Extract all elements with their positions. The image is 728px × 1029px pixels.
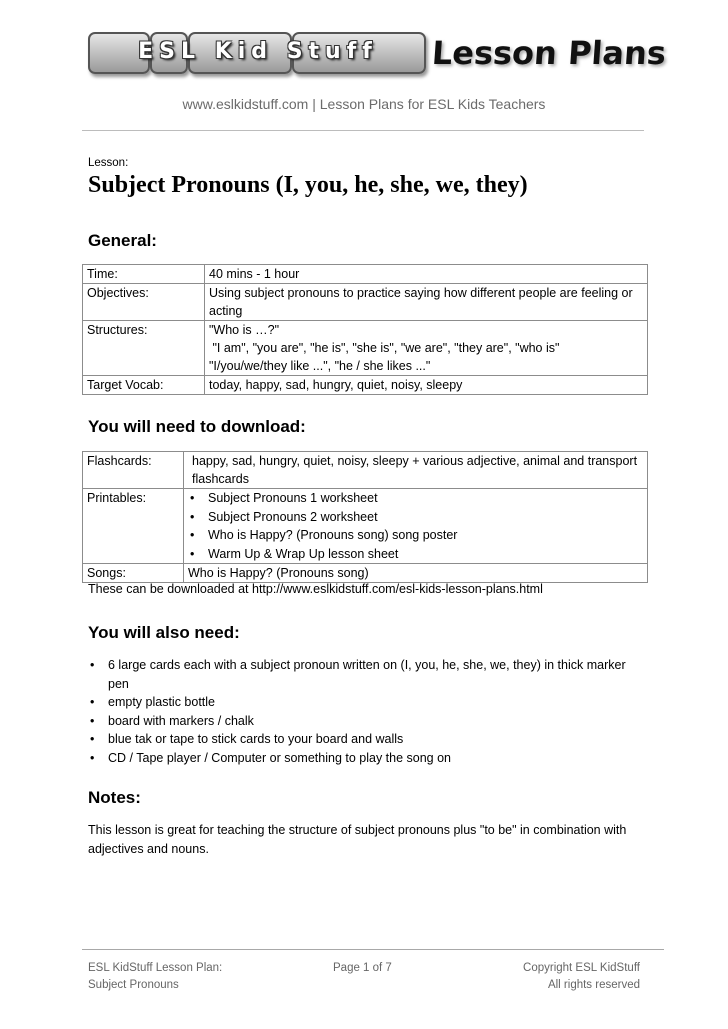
table-row — [83, 321, 648, 376]
general-label: Objectives: — [83, 284, 205, 321]
list-item: • 6 large cards each with a subject pronoun written on (I, you, he, she, we, they) in thick marker pen — [88, 656, 648, 693]
download-note: These can be downloaded at http://www.eslkidstuff.com/esl-kids-lesson-plans.html — [88, 582, 543, 596]
table-row — [83, 564, 648, 583]
printables-list — [188, 489, 643, 563]
footer-divider — [82, 949, 664, 950]
list-item: • Who is Happy? (Pronouns song) song poster — [188, 526, 643, 545]
notes-text: This lesson is great for teaching the structure of subject pronouns plus "to be" in combination with adjectives and nouns. — [88, 823, 627, 856]
general-value — [205, 321, 648, 376]
also-need-list — [88, 656, 648, 767]
list-item: • Subject Pronouns 1 worksheet — [188, 489, 643, 508]
logo-left-text: ESL Kid Stuff — [138, 38, 378, 64]
general-value: today, happy, sad, hungry, quiet, noisy, sleepy — [205, 376, 648, 395]
list-item: • board with markers / chalk — [88, 712, 648, 731]
download-label: Printables: — [83, 489, 184, 564]
general-label: Structures: — [83, 321, 205, 376]
footer-left-line: ESL KidStuff Lesson Plan: — [88, 962, 223, 974]
lesson-label: Lesson: — [88, 157, 129, 169]
general-label: Target Vocab: — [83, 376, 205, 395]
download-heading: You will need to download: — [88, 417, 306, 436]
table-row — [83, 284, 648, 321]
list-item: • Warm Up & Wrap Up lesson sheet — [188, 545, 643, 564]
also-need-heading: You will also need: — [88, 623, 240, 642]
footer-left-line: Subject Pronouns — [88, 979, 179, 991]
list-item: • CD / Tape player / Computer or something to play the song on — [88, 749, 648, 768]
site-line: www.eslkidstuff.com | Lesson Plans for ESL Kids Teachers — [182, 96, 546, 112]
table-row — [83, 265, 648, 284]
structure-line: "I/you/we/they like ...", "he / she likes ..." — [209, 359, 431, 373]
download-value: Who is Happy? (Pronouns song) — [184, 564, 648, 583]
general-heading: General: — [88, 231, 157, 250]
download-label: Songs: — [83, 564, 184, 583]
general-value: 40 mins - 1 hour — [205, 265, 648, 284]
download-table — [82, 451, 648, 583]
list-item: • Subject Pronouns 2 worksheet — [188, 508, 643, 527]
table-row — [83, 452, 648, 489]
list-item: • blue tak or tape to stick cards to your board and walls — [88, 730, 648, 749]
download-label: Flashcards: — [83, 452, 184, 489]
logo — [88, 30, 668, 86]
footer-right-line: Copyright ESL KidStuff — [523, 962, 640, 974]
page-title: Subject Pronouns (I, you, he, she, we, they) — [88, 172, 528, 198]
download-value — [184, 489, 648, 564]
download-value: happy, sad, hungry, quiet, noisy, sleepy + various adjective, animal and transport flashcards — [184, 452, 648, 489]
logo-right-text: Lesson Plans — [430, 34, 668, 72]
general-value: Using subject pronouns to practice saying how different people are feeling or acting — [205, 284, 648, 321]
footer-right-line: All rights reserved — [547, 979, 640, 991]
structure-line: "Who is …?" — [209, 323, 280, 337]
general-table — [82, 264, 648, 395]
general-label: Time: — [83, 265, 205, 284]
footer-left — [88, 960, 222, 994]
table-row — [83, 489, 648, 564]
list-item: • empty plastic bottle — [88, 693, 648, 712]
page-number: Page 1 of 7 — [333, 962, 392, 974]
notes-heading: Notes: — [88, 788, 141, 807]
header-divider — [82, 130, 644, 131]
table-row — [83, 376, 648, 395]
footer-right — [523, 960, 640, 994]
structure-line: "I am", "you are", "he is", "she is", "we are", "they are", "who is" — [209, 341, 560, 355]
